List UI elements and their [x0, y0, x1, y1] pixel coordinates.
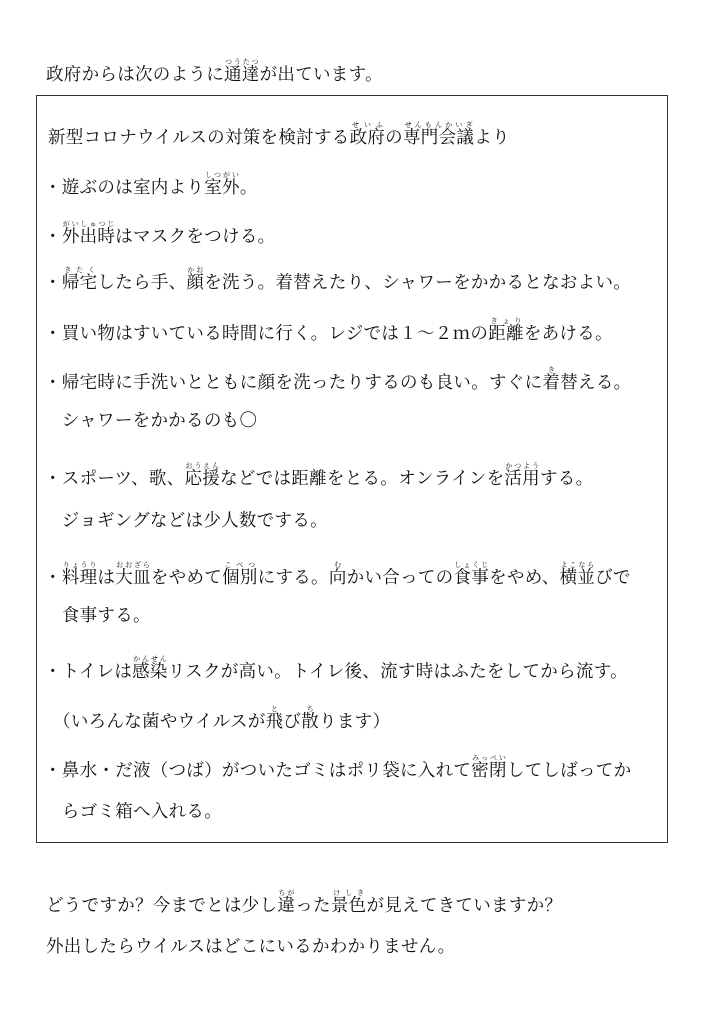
furigana-word: 外出時がいしゅつじ	[61, 220, 116, 247]
furigana-word: 政府せいふ	[349, 121, 386, 148]
furigana-word: 散ち	[301, 705, 320, 732]
furigana-word: 大皿おおざら	[115, 561, 151, 588]
furigana-word: 個別こべつ	[222, 561, 258, 588]
furigana-word: 向む	[328, 561, 347, 588]
guideline-line: 食事する。	[44, 606, 151, 626]
outro-line: どうですか？今までとは少し違ちがった景色けしきが見えてきていますか？	[46, 889, 563, 916]
furigana-word: 感染かんせん	[132, 655, 168, 682]
furigana-word: 密閉みっぺい	[471, 754, 507, 781]
outro-line: 外出したらウイルスはどこにいるかわかりません。	[46, 937, 456, 957]
box-heading: 新型コロナウイルスの対策を検討する政府せいふの専門会議せんもんかいぎより	[48, 121, 510, 148]
guideline-line: ・料理りょうりは大皿おおざらをやめて個別こべつにする。向むかい合っての食事しょくじをやめ、横並よこならびで	[44, 561, 631, 588]
furigana-word: 顔かお	[186, 266, 205, 293]
furigana-word: 専門会議せんもんかいぎ	[402, 121, 475, 148]
furigana-word: 距離きょり	[488, 317, 524, 344]
guideline-line: ・帰宅時に手洗いとともに顔を洗ったりするのも良い。すぐに着き替える。	[44, 366, 632, 393]
guideline-line: ジョギングなどは少人数でする。	[44, 511, 328, 531]
guideline-line: らゴミ箱へ入れる。	[44, 802, 222, 822]
guideline-line: ・帰宅きたくしたら手、顔かおを洗う。着替えたり、シャワーをかかるとなおよい。	[44, 266, 632, 293]
guideline-line: ・買い物はすいている時間に行く。レジでは１～２ｍの距離きょりをあける。	[44, 317, 613, 344]
guideline-line: ・外出時がいしゅつじはマスクをつける。	[44, 220, 276, 247]
furigana-word: 料理りょうり	[61, 561, 98, 588]
guideline-line: ・遊ぶのは室内より室外しつがい。	[44, 171, 258, 198]
furigana-word: 応援おうえん	[184, 462, 221, 489]
furigana-word: 通達つうたつ	[224, 58, 260, 85]
furigana-word: 違ちが	[277, 889, 296, 916]
furigana-word: 着き	[542, 366, 561, 393]
furigana-word: 帰宅きたく	[61, 266, 98, 293]
guideline-line: （いろんな菌やウイルスが飛とび散ちります）	[44, 705, 391, 732]
furigana-word: 横並よこなら	[559, 561, 596, 588]
furigana-word: 飛と	[265, 705, 284, 732]
furigana-word: 景色けしき	[330, 889, 367, 916]
guideline-line: ・鼻水・だ液（つば）がついたゴミはポリ袋に入れて密閉みっぺいしてしばってか	[44, 754, 632, 781]
guideline-line: ・トイレは感染かんせんリスクが高い。トイレ後、流す時はふたをしてから流す。	[44, 655, 628, 682]
guideline-line: ・スポーツ、歌、応援おうえんなどでは距離をとる。オンラインを活用かつようする。	[44, 462, 594, 489]
intro-line: 政府からは次のように通達つうたつが出ています。	[46, 58, 383, 85]
furigana-word: 室外しつがい	[204, 171, 240, 198]
guideline-line: シャワーをかかるのも〇	[44, 411, 258, 431]
furigana-word: 食事しょくじ	[453, 561, 490, 588]
furigana-word: 活用かつよう	[504, 462, 540, 489]
